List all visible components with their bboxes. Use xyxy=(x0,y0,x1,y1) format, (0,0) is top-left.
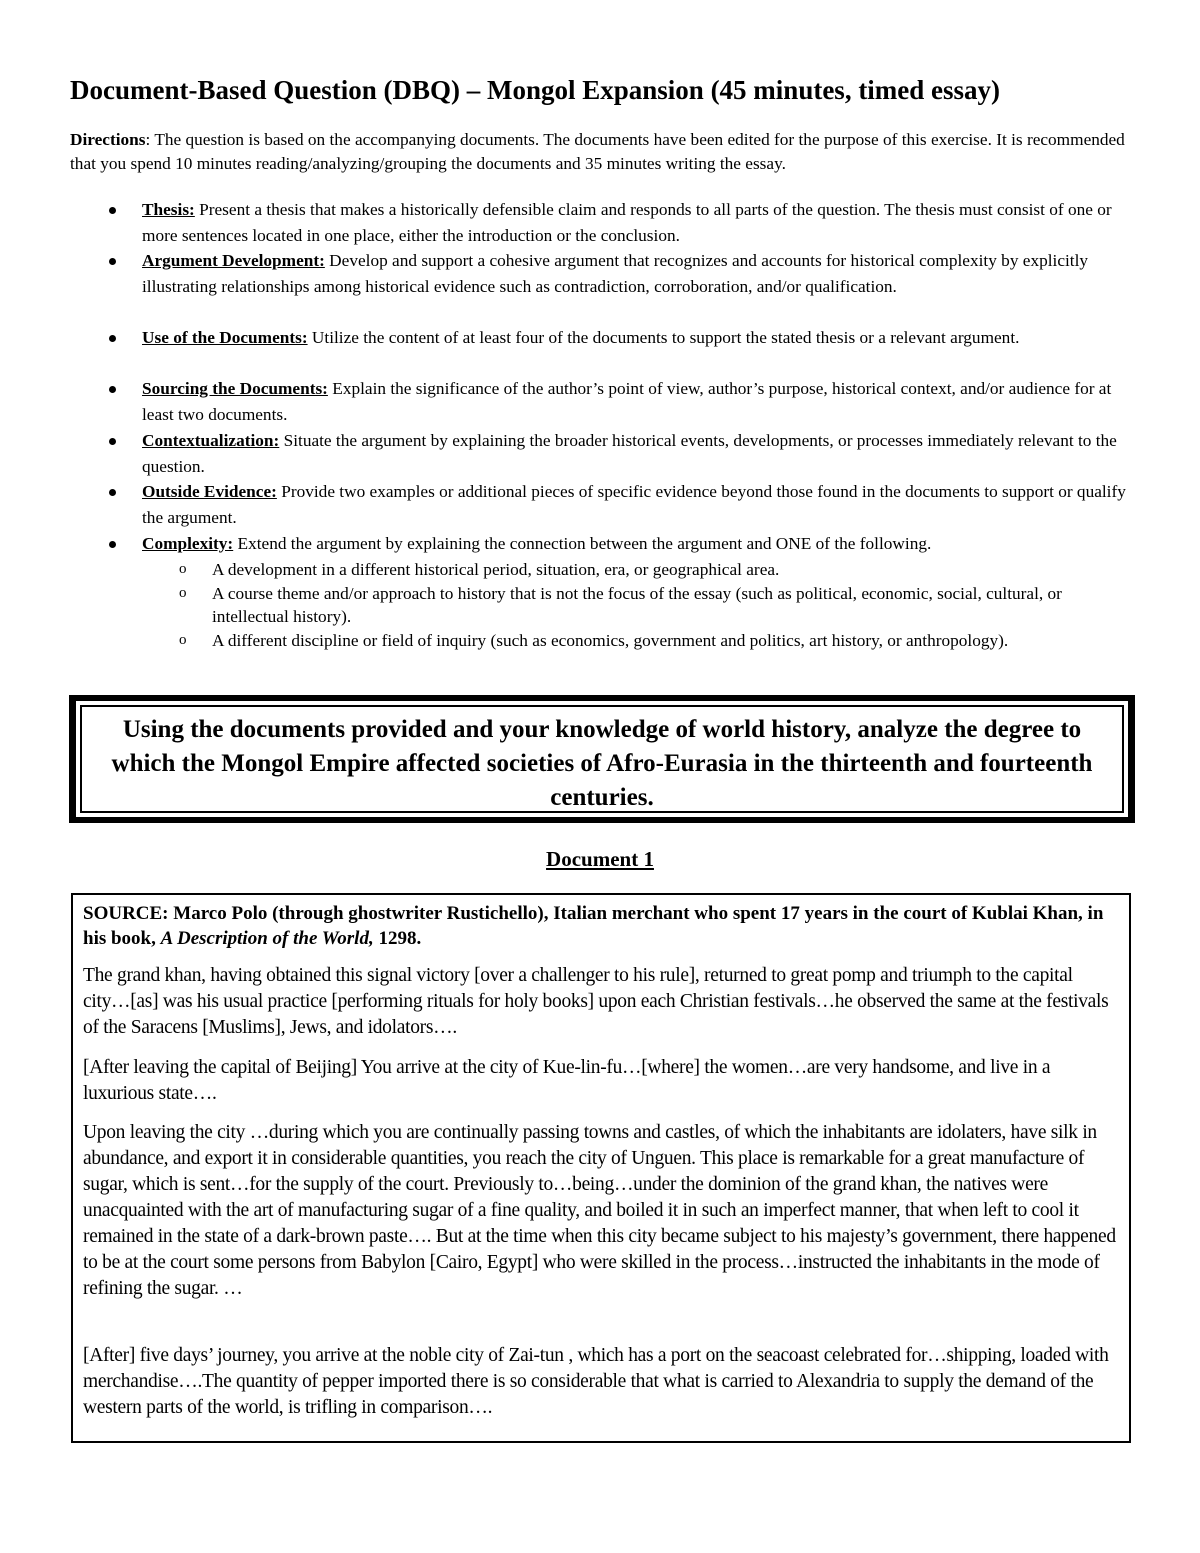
rubric-term: Sourcing the Documents: xyxy=(142,379,328,398)
source-prefix: SOURCE: Marco Polo (through ghostwriter Rustichello), Italian merchant who spent 17 years in the court of Kublai Khan, in his book, xyxy=(83,903,1104,949)
complexity-option xyxy=(179,582,1112,628)
question-box xyxy=(69,695,1135,823)
directions-text: : The question is based on the accompanying documents. The documents have been edited for the purpose of this exercise. It is recommended that you spend 10 minutes reading/analyzing/grouping the documents and 35 minutes writing the essay. xyxy=(70,130,1125,173)
document-heading-text: Document 1 xyxy=(546,847,654,871)
document-paragraph: The grand khan, having obtained this signal victory [over a challenger to his rule], returned to great pomp and triumph to the capital city…[as] was his usual practice [performing rituals for holy books] upon each Christian festivals…he observed the same at the festivals of the Saracens [Muslims], Jews, and idolators…. xyxy=(83,965,1109,1038)
rubric-term: Use of the Documents: xyxy=(142,328,308,347)
circle-bullet-icon: o xyxy=(179,561,187,577)
page-title: Document-Based Question (DBQ) – Mongol Expansion (45 minutes, timed essay) xyxy=(70,75,1001,105)
rubric-term: Complexity: xyxy=(142,534,234,553)
bullet-icon xyxy=(109,207,116,214)
rubric-text: Extend the argument by explaining the connection between the argument and ONE of the following. xyxy=(233,534,932,553)
bullet-icon xyxy=(109,386,116,393)
bullet-icon xyxy=(109,438,116,445)
complexity-option-text: A different discipline or field of inquiry (such as economics, government and politics, art history, or anthropology). xyxy=(212,631,1009,650)
circle-bullet-icon: o xyxy=(179,632,187,648)
document-heading xyxy=(0,845,1200,873)
complexity-option-text: A course theme and/or approach to history that is not the focus of the essay (such as political, economic, social, cultural, or intellectual history). xyxy=(212,584,1062,626)
rubric-item-sourcing xyxy=(142,376,1132,427)
rubric-item-argument-development xyxy=(142,248,1132,299)
rubric-item-use-of-documents xyxy=(142,325,1132,351)
bullet-icon xyxy=(109,489,116,496)
complexity-option xyxy=(179,629,1112,652)
complexity-option xyxy=(179,558,1112,581)
source-title: A Description of the World, xyxy=(160,928,374,949)
rubric-term: Outside Evidence: xyxy=(142,482,277,501)
rubric-text: Present a thesis that makes a historically defensible claim and responds to all parts of the question. The thesis must consist of one or more sentences located in one place, either the introduction or the conclusion. xyxy=(142,200,1112,245)
rubric-text: Develop and support a cohesive argument that recognizes and accounts for historical complexity by explicitly illustrating relationships among historical evidence such as contradiction, corroboration, and/or qualification. xyxy=(142,251,1089,296)
rubric-item-thesis xyxy=(142,197,1132,248)
rubric-text: Explain the significance of the author’s point of view, author’s purpose, historical context, and/or audience for at least two documents. xyxy=(142,379,1112,424)
bullet-icon xyxy=(109,541,116,548)
document-paragraph: Upon leaving the city …during which you are continually passing towns and castles, of which the inhabitants are idolaters, have silk in abundance, and export it in considerable quantities, you reach the city of Unguen. This place is remarkable for a great manufacture of sugar, which is sent…for the supply of the court. Previously to…being…under the dominion of the grand khan, the natives were unacquainted with the art of manufacturing sugar of a fine quality, and boiled it in such an imperfect manner, that when left to cool it remained in the state of a dark-brown paste…. But at the time when this city became subject to his majesty’s government, there happened to be at the court some persons from Babylon [Cairo, Egypt] who were skilled in the process…instructed the inhabitants in the mode of refining the sugar. … xyxy=(83,1122,1116,1299)
rubric-text: Provide two examples or additional pieces of specific evidence beyond those found in the documents to support or qualify the argument. xyxy=(142,482,1126,527)
rubric-term: Contextualization: xyxy=(142,431,280,450)
document-source-box xyxy=(71,893,1131,1443)
document-paragraph: [After] five days’ journey, you arrive at the noble city of Zai-tun , which has a port on the seacoast celebrated for…shipping, loaded with merchandise….The quantity of pepper imported there is so considerable that what is carried to Alexandria to supply the demand of the western parts of the world, is trifling in comparison…. xyxy=(83,1345,1109,1418)
rubric-item-complexity xyxy=(142,531,1132,557)
bullet-icon xyxy=(109,258,116,265)
circle-bullet-icon: o xyxy=(179,585,187,601)
rubric-term: Thesis: xyxy=(142,200,195,219)
bullet-icon xyxy=(109,335,116,342)
document-paragraph: [After leaving the capital of Beijing] You arrive at the city of Kue-lin-fu…[where] the women…are very handsome, and live in a luxurious state…. xyxy=(83,1057,1051,1104)
source-suffix: 1298. xyxy=(373,928,422,949)
rubric-text: Utilize the content of at least four of the documents to support the stated thesis or a relevant argument. xyxy=(307,328,1020,347)
rubric-item-outside-evidence xyxy=(142,479,1132,530)
source-citation xyxy=(83,901,1113,951)
directions-label: Directions xyxy=(70,130,146,149)
rubric-item-contextualization xyxy=(142,428,1132,479)
rubric-term: Argument Development: xyxy=(142,251,325,270)
directions xyxy=(70,128,1135,176)
essay-question: Using the documents provided and your knowledge of world history, analyze the degree to which the Mongol Empire affected societies of Afro-Eurasia in the thirteenth and fourteenth centuries. xyxy=(111,716,1093,811)
complexity-option-text: A development in a different historical period, situation, era, or geographical area. xyxy=(212,560,780,579)
rubric-text: Situate the argument by explaining the broader historical events, developments, or processes immediately relevant to the question. xyxy=(142,431,1117,476)
